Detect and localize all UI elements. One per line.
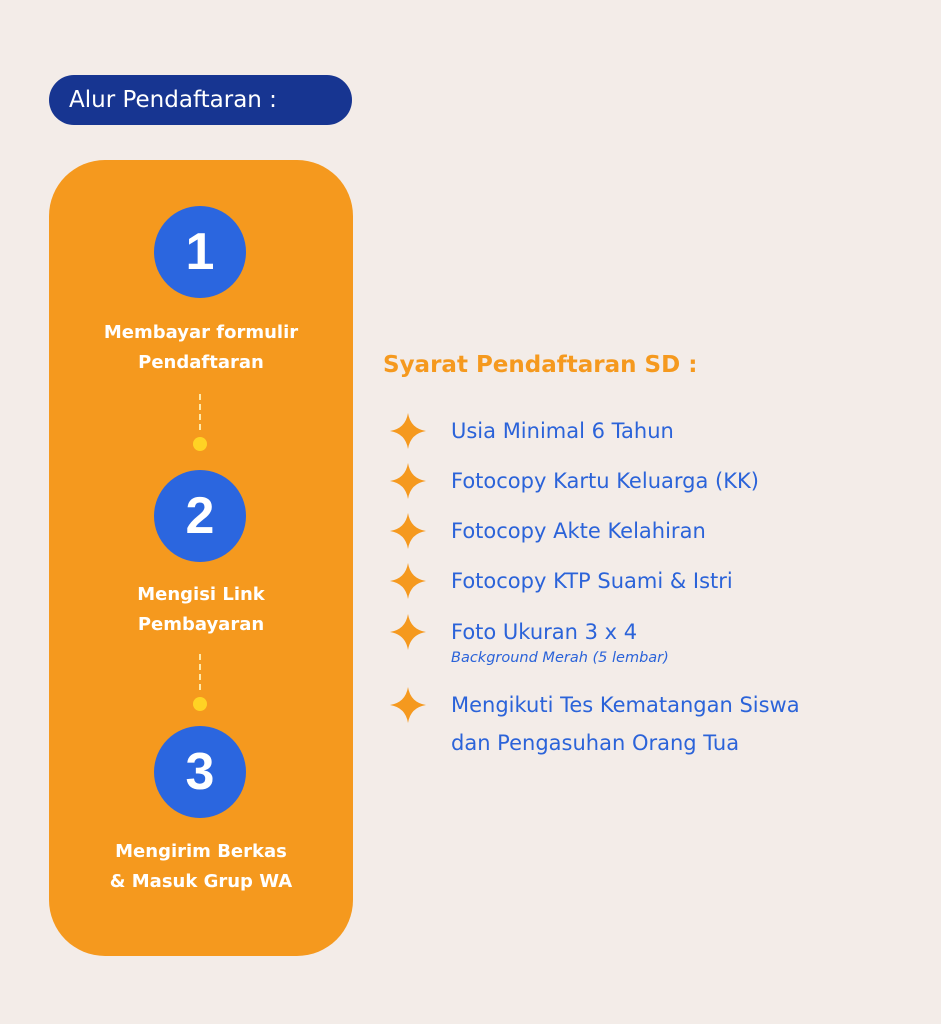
flow-title-badge: Alur Pendaftaran :: [49, 75, 352, 125]
four-point-star-icon: [389, 412, 427, 450]
step-2-label: [49, 580, 353, 640]
requirement-subtext-5: Background Merah (5 lembar): [451, 650, 669, 666]
requirement-text-6-line-1: Mengikuti Tes Kematangan Siswa: [451, 693, 800, 717]
requirement-text-4: Fotocopy KTP Suami & Istri: [451, 569, 733, 593]
four-point-star-icon: [389, 613, 427, 651]
step-connector-2: [199, 654, 201, 690]
step-3-label: [49, 837, 353, 897]
step-1-label: [49, 318, 353, 378]
step-connector-dot-2: [193, 697, 207, 711]
step-3-number: 3: [154, 726, 246, 818]
requirement-text-6-line-2: dan Pengasuhan Orang Tua: [451, 731, 740, 755]
step-1-label-line-1: Membayar formulir: [103, 322, 299, 343]
step-3-label-line-2: & Masuk Grup WA: [109, 871, 293, 892]
step-2-label-line-1: Mengisi Link: [137, 584, 265, 605]
four-point-star-icon: [389, 462, 427, 500]
requirement-text-2: Fotocopy Kartu Keluarga (KK): [451, 469, 759, 493]
step-connector-dot-1: [193, 437, 207, 451]
step-2-label-line-2: Pembayaran: [137, 614, 265, 635]
requirement-text-3: Fotocopy Akte Kelahiran: [451, 519, 706, 543]
requirement-text-5: Foto Ukuran 3 x 4: [451, 620, 638, 644]
step-3-label-line-1: Mengirim Berkas: [115, 841, 287, 862]
requirement-text-6: [451, 686, 911, 762]
registration-flow-card: [49, 160, 353, 956]
requirement-text-1: Usia Minimal 6 Tahun: [451, 419, 674, 443]
requirements-heading: Syarat Pendaftaran SD :: [383, 352, 698, 378]
four-point-star-icon: [389, 562, 427, 600]
four-point-star-icon: [389, 512, 427, 550]
step-1-number: 1: [154, 206, 246, 298]
step-1-label-line-2: Pendaftaran: [138, 352, 264, 373]
four-point-star-icon: [389, 686, 427, 724]
step-connector-1: [199, 394, 201, 430]
step-2-number: 2: [154, 470, 246, 562]
